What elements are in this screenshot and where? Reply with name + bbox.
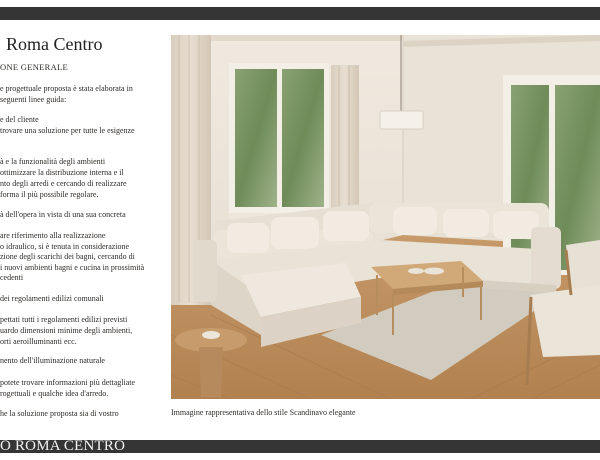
text-line: are riferimento alla realizzazione (0, 231, 106, 240)
section-heading: ONE GENERALE (0, 62, 69, 72)
text-line: cedenti (0, 273, 24, 282)
top-bar (0, 7, 600, 20)
footer-title: O ROMA CENTRO (0, 438, 126, 454)
text-line: pettati tutti i regolamenti edilizi previsti (0, 315, 128, 324)
text-line: à e la funzionalità degli ambienti (0, 157, 106, 166)
text-line: trovare una soluzione per tutte le esigenze (0, 126, 135, 135)
text-line: he la soluzione proposta sia di vostro (0, 409, 119, 418)
text-line: rogettuali e qualche idea d'arredo. (0, 389, 109, 398)
text-line: à dell'opera in vista di una sua concreta (0, 210, 126, 219)
text-line: potete trovare informazioni più dettagliate (0, 378, 136, 387)
living-room-image (171, 35, 600, 399)
text-line: seguenti linee guida: (0, 95, 67, 104)
text-line: e del cliente (0, 115, 39, 124)
text-line: e progettuale proposta è stata elaborata in (0, 84, 133, 93)
text-line: o idraulico, si è tenuta in considerazione (0, 242, 130, 251)
image-caption: Immagine rappresentativa dello stile Scandinavo elegante (171, 408, 356, 417)
page-title: Roma Centro (6, 34, 103, 54)
text-line: orti aeroilluminanti ecc. (0, 337, 77, 346)
text-line: ottimizzare la distribuzione interna e il (0, 168, 124, 177)
text-line: forma il più possibile regolare. (0, 190, 99, 199)
text-line: nto degli arredi e cercando di realizzare (0, 179, 127, 188)
text-line: uardo dimensioni minime degli ambienti, (0, 326, 133, 335)
text-line: zione degli scarichi dei bagni, cercando di (0, 252, 135, 261)
text-line: dei regolamenti edilizi comunali (0, 294, 104, 303)
text-line: i nuovi ambienti bagni e cucina in prossimità (0, 263, 145, 272)
text-line: nento dell'illuminazione naturale (0, 356, 105, 365)
